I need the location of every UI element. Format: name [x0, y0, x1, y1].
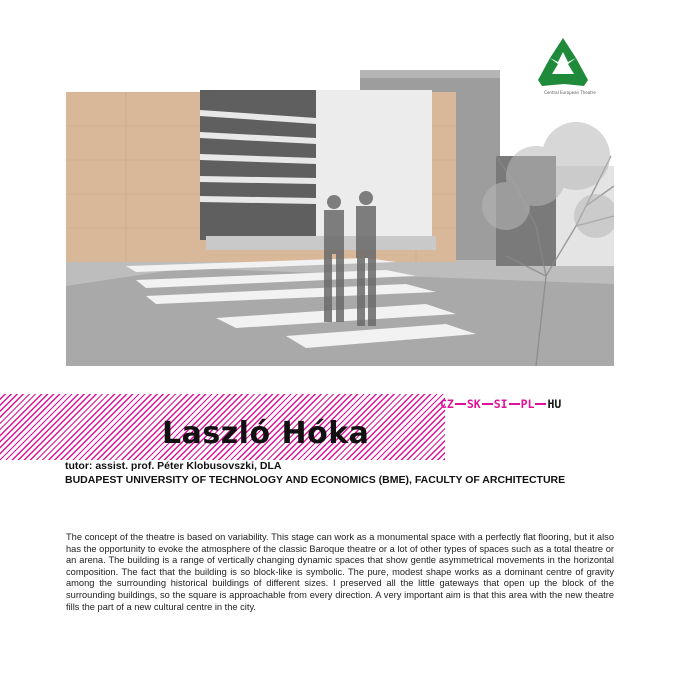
lang-cz[interactable]: CZ	[440, 397, 454, 411]
logo-caption: Central European Theatre	[544, 90, 596, 95]
lang-pl[interactable]: PL	[520, 397, 535, 411]
tutor-line: tutor: assist. prof. Péter Klobusovszki, DLA	[65, 460, 282, 472]
lang-separator	[509, 403, 520, 405]
project-description: The concept of the theatre is based on variability. This stage can work as a monumental space with a perfectly flat flooring, but it also has the opportunity to evoke the atmosphere of the classic Baroque theatre or a lot of other types of spaces such as a total theatre or an arena. The building is a range of vertically changing dynamic spaces that show gentle asymmetrical movements in the horizontal composition. The fact that the building is so block-like is symbolic. The pure, modest shape works as a dominant centre of gravity among the surrounding historical buildings of different sizes. I preserved all the little gateways that open up the block of the surrounding buildings, so the square is approachable from every direction. A very important aim is that this area with the new theatre fills the part of a new cultural centre in the city.	[66, 532, 614, 612]
author-name: Laszló Hóka	[162, 416, 370, 451]
lang-hu[interactable]: HU	[547, 397, 562, 411]
lang-separator	[482, 403, 493, 405]
lang-si[interactable]: SI	[493, 397, 508, 411]
lang-sk[interactable]: SK	[466, 397, 481, 411]
language-nav	[440, 397, 561, 411]
university-line: BUDAPEST UNIVERSITY OF TECHNOLOGY AND ECONOMICS (BME), FACULTY OF ARCHITECTURE	[65, 474, 566, 486]
lang-separator	[535, 403, 546, 405]
lang-separator	[455, 403, 466, 405]
recycle-logo	[528, 36, 598, 96]
